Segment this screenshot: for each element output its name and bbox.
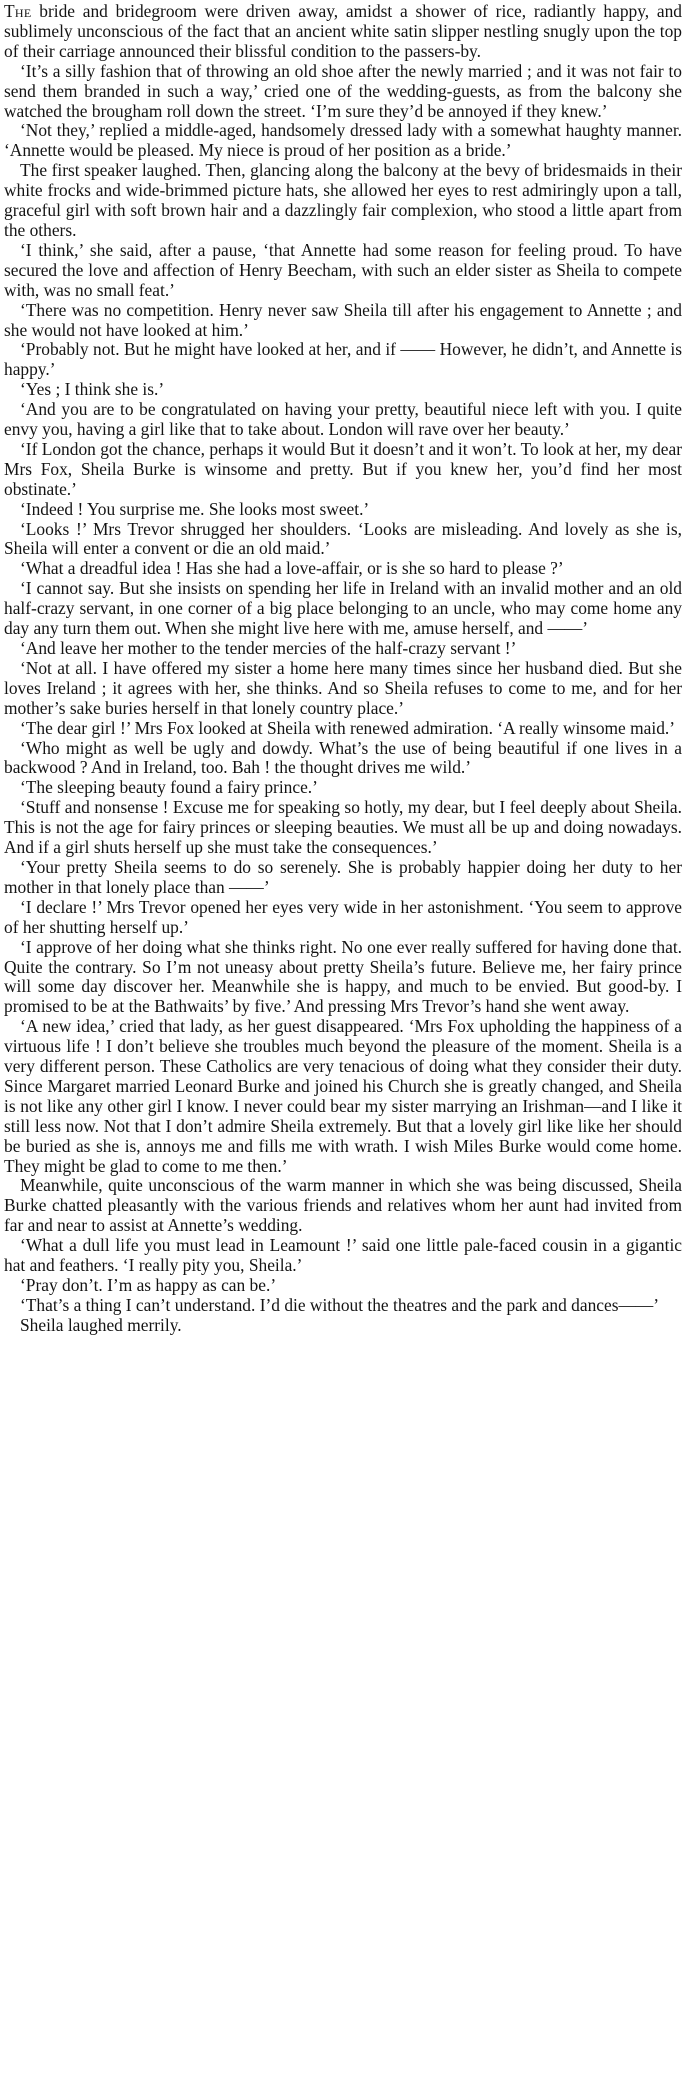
story-paragraph: ‘It’s a silly fashion that of throwing an old shoe after the newly married ; and it was not fair to send them branded in such a way,’ cried one of the wedding-guests, as from the balcony she watched the brougham roll down the street. ‘I’m sure they’d be annoyed if they knew.’ (4, 60, 682, 121)
story-paragraph: Sheila laughed merrily. (20, 1314, 182, 1335)
story-paragraph: ‘I cannot say. But she insists on spending her life in Ireland with an invalid mother and an old half-crazy servant, in one corner of a big place belonging to an uncle, who may come home any day any turn them out. When she might live here with me, amuse herself, and ——’ (4, 578, 682, 639)
story-paragraph: ‘The dear girl !’ Mrs Fox looked at Sheila with renewed admiration. ‘A really winsome maid.’ (20, 717, 676, 738)
story-paragraph: The first speaker laughed. Then, glancing along the balcony at the bevy of bridesmaids in their white frocks and wide-brimmed picture hats, she allowed her eyes to rest admiringly upon a tall, graceful girl with soft brown hair and a dazzlingly fair complexion, who stood a little apart from the others. (4, 160, 682, 240)
story-paragraph: ‘A new idea,’ cried that lady, as her guest disappeared. ‘Mrs Fox upholding the happiness of a virtuous life ! I don’t believe she troubles much beyond the pleasure of the moment. Sheila is a very different person. These Catholics are very tenacious of doing what they consider their duty. Since Margaret married Leonard Burke and joined his Church she is greatly changed, and Sheila is not like any other girl I know. I never could bear my sister marrying an Irishman—and I like it still less now. Not that I don’t admire Sheila extremely. But that a lovely girl like like her should be buried as she is, annoys me and fills me with wrath. I wish Miles Burke would come home. They might be glad to come to me then.’ (4, 1016, 682, 1176)
story-paragraph: ‘And you are to be congratulated on having your pretty, beautiful niece left with you. I quite envy you, having a girl like that to take about. London will rave over her beauty.’ (4, 399, 682, 440)
story-paragraph: ‘Indeed ! You surprise me. She looks most sweet.’ (20, 498, 370, 519)
story-paragraph: ‘I think,’ she said, after a pause, ‘that Annette had some reason for feeling proud. To have secured the love and affection of Henry Beecham, with such an elder sister as Sheila to compete with, was no small feat.’ (4, 239, 682, 300)
story-paragraph: ‘Probably not. But he might have looked at her, and if —— However, he didn’t, and Annette is happy.’ (4, 339, 682, 380)
story-paragraph: ‘That’s a thing I can’t understand. I’d die without the theatres and the park and dances——’ (20, 1294, 660, 1315)
story-paragraph: ‘Not at all. I have offered my sister a home here many times since her husband died. But she loves Ireland ; it agrees with her, she thinks. And so Sheila refuses to come to me, and for her mother’s sake buries herself in that lonely country place.’ (4, 657, 682, 718)
story-paragraph: ‘Stuff and nonsense ! Excuse me for speaking so hotly, my dear, but I feel deeply about Sheila. This is not the age for fairy princes or sleeping beauties. We must all be up and doing nowadays. And if a girl shuts herself up she must take the consequences.’ (4, 797, 682, 858)
story-paragraph: ‘There was no competition. Henry never saw Sheila till after his engagement to Annette ; and she would not have looked at him.’ (4, 299, 682, 340)
story-paragraph: ‘I declare !’ Mrs Trevor opened her eyes very wide in her astonishment. ‘You seem to approve of her shutting herself up.’ (4, 896, 682, 937)
story-paragraph (4, 2, 682, 62)
story-column (4, 2, 682, 1336)
story-paragraph: ‘Pray don’t. I’m as happy as can be.’ (20, 1275, 277, 1295)
story-paragraph: ‘If London got the chance, perhaps it would But it doesn’t and it won’t. To look at her, my dear Mrs Fox, Sheila Burke is winsome and pretty. But if you knew her, you’d find her most obstinate.’ (4, 438, 682, 499)
story-paragraph: ‘The sleeping beauty found a fairy prince.’ (20, 777, 318, 798)
lead-word: The (4, 1, 32, 21)
story-paragraph: ‘Your pretty Sheila seems to do so serenely. She is probably happier doing her duty to her mother in that lonely place than ——’ (4, 856, 682, 897)
story-paragraph: ‘Looks !’ Mrs Trevor shrugged her shoulders. ‘Looks are misleading. And lovely as she is, Sheila will enter a convent or die an old maid.’ (4, 518, 682, 559)
story-paragraph: ‘I approve of her doing what she thinks right. No one ever really suffered for having done that. Quite the contrary. So I’m not uneasy about pretty Sheila’s future. Believe me, her fairy prince will some day discover her. Meanwhile she is happy, and much to be envied. But good-by. I promised to be at the Bathwaits’ by five.’ And pressing Mrs Trevor’s hand she went away. (4, 936, 682, 1017)
paragraph-text: bride and bridegroom were driven away, amidst a shower of rice, radiantly happy, and sublimely unconscious of the fact that an ancient white satin slipper nestling snugly upon the top of their carriage announced their blissful condition to the passers-by. (4, 1, 682, 61)
story-paragraph: ‘Yes ; I think she is.’ (20, 379, 165, 400)
story-paragraph: Meanwhile, quite unconscious of the warm manner in which she was being discussed, Sheila Burke chatted pleasantly with the various friends and relatives whom her aunt had invited from far and near to assist at Annette’s wedding. (4, 1175, 682, 1236)
story-paragraph: ‘Who might as well be ugly and dowdy. What’s the use of being beautiful if one lives in a backwood ? And in Ireland, too. Bah ! the thought drives me wild.’ (4, 737, 682, 778)
story-paragraph: ‘What a dull life you must lead in Leamount !’ said one little pale-faced cousin in a gigantic hat and feathers. ‘I really pity you, Sheila.’ (4, 1235, 682, 1276)
story-paragraph: ‘What a dreadful idea ! Has she had a love-affair, or is she so hard to please ?’ (20, 558, 564, 579)
story-paragraph: ‘Not they,’ replied a middle-aged, handsomely dressed lady with a somewhat haughty manner. ‘Annette would be pleased. My niece is proud of her position as a bride.’ (4, 120, 682, 161)
story-paragraph: ‘And leave her mother to the tender mercies of the half-crazy servant !’ (20, 638, 517, 658)
